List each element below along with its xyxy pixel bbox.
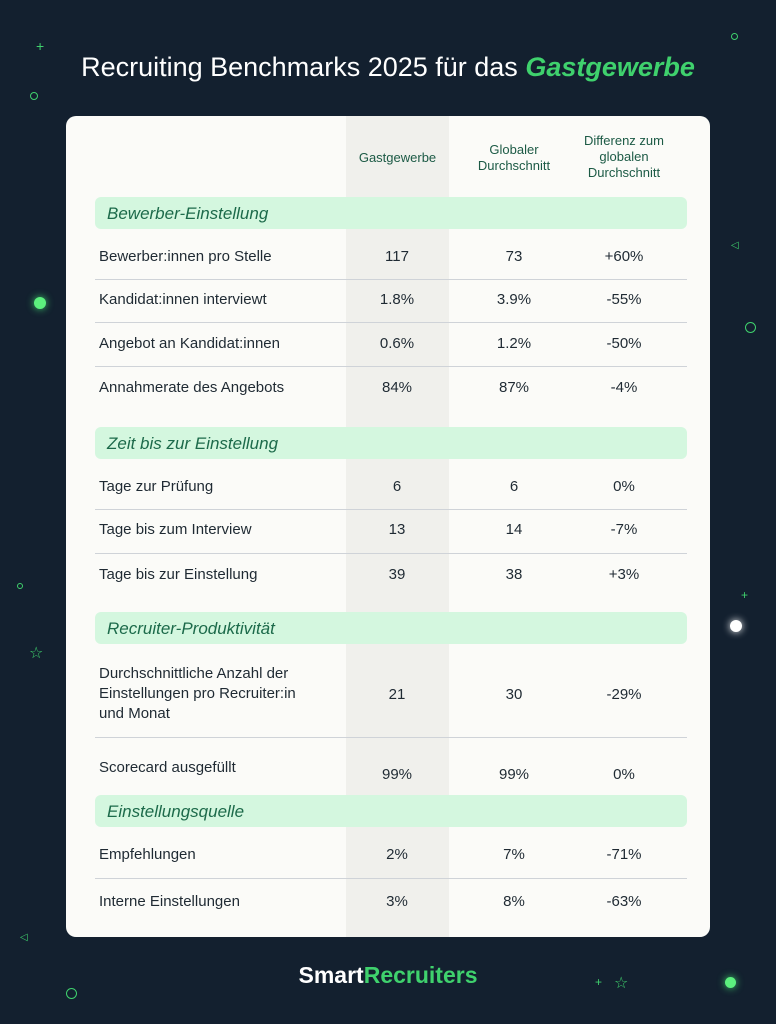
difference-value: 0% [613, 766, 635, 783]
column-header-global: Globaler Durchschnitt [477, 142, 551, 173]
decorative-plus-icon: + [36, 38, 45, 54]
industry-value: 13 [388, 521, 406, 538]
section-title: Recruiter-Produktivität [107, 619, 275, 638]
difference-value: -50% [606, 335, 642, 352]
table-row [66, 845, 710, 865]
column-header-difference: Differenz zum globalen Durchschnitt [584, 133, 664, 180]
row-divider [95, 322, 687, 323]
decorative-circle-icon [745, 322, 756, 333]
row-label: Annahmerate des Angebots [99, 379, 285, 396]
table-row [66, 664, 710, 726]
title-prefix: Recruiting Benchmarks 2025 für das [81, 52, 518, 82]
title-highlight: Gastgewerbe [525, 52, 695, 82]
industry-value: 84% [381, 379, 413, 396]
industry-value: 39 [388, 566, 406, 583]
global-value: 99% [498, 766, 530, 783]
table-row [66, 334, 710, 354]
section-header [95, 612, 687, 644]
table-row [66, 477, 710, 497]
row-label: Scorecard ausgefüllt [99, 759, 236, 776]
row-label: Interne Einstellungen [99, 893, 240, 910]
global-value: 87% [498, 379, 530, 396]
decorative-circle-icon [17, 583, 23, 589]
decorative-star-icon: ☆ [614, 975, 629, 992]
section-header [95, 795, 687, 827]
row-label: Tage zur Prüfung [99, 478, 214, 495]
difference-value: +3% [608, 566, 640, 583]
difference-value: -63% [606, 893, 642, 910]
industry-value: 1.8% [379, 291, 415, 308]
row-label: Empfehlungen [99, 846, 196, 863]
row-label: Kandidat:innen interviewt [99, 291, 267, 308]
global-value: 3.9% [496, 291, 532, 308]
table-row [66, 520, 710, 540]
decorative-triangle-icon: ◁ [20, 932, 28, 943]
decorative-glow-dot-icon [34, 297, 46, 309]
row-divider [95, 509, 687, 510]
decorative-plus-icon: + [741, 588, 749, 602]
decorative-star-icon: ☆ [29, 645, 44, 662]
global-value: 38 [505, 566, 523, 583]
row-divider [95, 553, 687, 554]
global-value: 8% [503, 893, 525, 910]
benchmark-table [66, 116, 710, 937]
difference-value: -29% [606, 686, 642, 703]
table-row [66, 565, 710, 585]
table-row [66, 247, 710, 267]
row-divider [95, 279, 687, 280]
industry-value: 99% [381, 766, 413, 783]
decorative-circle-icon [66, 988, 77, 999]
row-divider [95, 878, 687, 879]
industry-value: 21 [388, 686, 406, 703]
difference-value: -4% [610, 379, 638, 396]
section-header [95, 197, 687, 229]
section-title: Zeit bis zur Einstellung [107, 434, 279, 453]
row-label: Durchschnittliche Anzahl der Einstellungen pro Recruiter:in und Monat [99, 665, 296, 722]
row-label: Tage bis zur Einstellung [99, 566, 258, 583]
row-divider [95, 366, 687, 367]
decorative-glow-dot-icon [730, 620, 742, 632]
row-label: Angebot an Kandidat:innen [99, 335, 280, 352]
difference-value: -71% [606, 846, 642, 863]
difference-value: 0% [613, 478, 635, 495]
table-row [66, 290, 710, 310]
row-divider [95, 737, 687, 738]
difference-value: -7% [610, 521, 638, 538]
smartrecruiters-logo [0, 962, 776, 989]
decorative-glow-dot-icon [725, 977, 736, 988]
row-label: Bewerber:innen pro Stelle [99, 248, 272, 265]
industry-value: 3% [386, 893, 408, 910]
global-value: 30 [505, 686, 523, 703]
section-title: Einstellungsquelle [107, 802, 245, 821]
column-header-industry: Gastgewerbe [358, 150, 437, 165]
difference-value: -55% [606, 291, 642, 308]
industry-value: 6 [392, 478, 402, 495]
decorative-circle-icon [30, 92, 38, 100]
industry-value: 0.6% [379, 335, 415, 352]
global-value: 6 [509, 478, 519, 495]
global-value: 7% [503, 846, 525, 863]
decorative-circle-icon [731, 33, 738, 40]
industry-value: 2% [386, 846, 408, 863]
page-title [0, 52, 776, 83]
row-label: Tage bis zum Interview [99, 521, 252, 538]
global-value: 73 [505, 248, 523, 265]
global-value: 14 [505, 521, 523, 538]
industry-value: 117 [385, 248, 409, 265]
decorative-triangle-icon: ◁ [731, 240, 739, 251]
decorative-plus-icon: + [595, 975, 603, 989]
table-row [66, 892, 710, 912]
global-value: 1.2% [496, 335, 532, 352]
difference-value: +60% [604, 248, 644, 265]
logo-part1: Smart [298, 962, 364, 988]
table-row [66, 758, 710, 783]
section-title: Bewerber-Einstellung [107, 204, 269, 223]
logo-part2: Recruiters [363, 962, 478, 988]
table-row [66, 378, 710, 398]
section-header [95, 427, 687, 459]
